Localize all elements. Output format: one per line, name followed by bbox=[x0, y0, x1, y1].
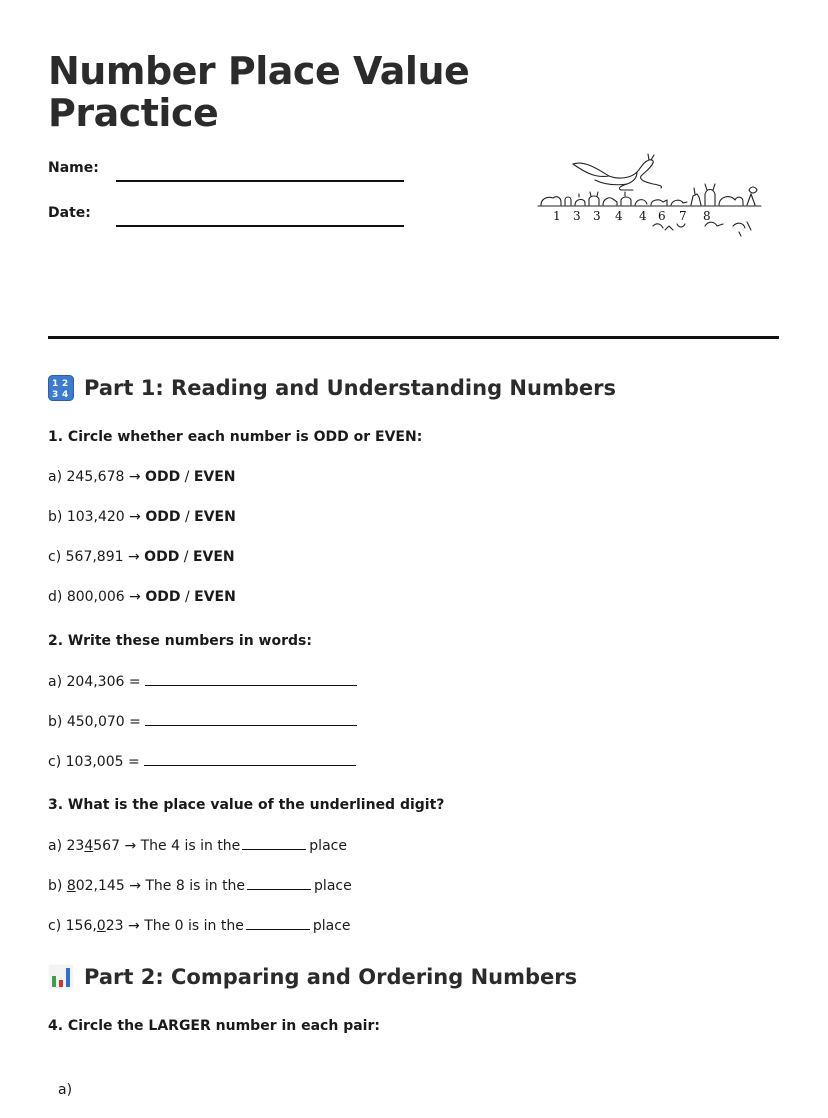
number-line-label: 3 bbox=[573, 209, 581, 223]
q3-item-b bbox=[48, 877, 352, 894]
equals-sign: = bbox=[127, 754, 140, 770]
q1-item-d bbox=[48, 589, 236, 605]
arrow: → bbox=[124, 838, 137, 854]
item-number: 103,005 bbox=[65, 754, 124, 770]
item-number: 204,306 bbox=[66, 674, 125, 690]
item-number: 103,420 bbox=[66, 509, 125, 525]
slash: / bbox=[184, 589, 190, 605]
svg-text:3: 3 bbox=[52, 390, 59, 400]
answer-blank[interactable] bbox=[144, 753, 356, 766]
item-number: 567,891 bbox=[65, 549, 124, 565]
number-line-label: 8 bbox=[703, 209, 711, 223]
place-word: place bbox=[312, 918, 351, 934]
name-field-line[interactable] bbox=[116, 180, 404, 182]
date-field-line[interactable] bbox=[116, 225, 404, 227]
item-label: b) bbox=[48, 714, 63, 730]
svg-text:4: 4 bbox=[62, 390, 69, 400]
item-label: a) bbox=[48, 469, 63, 485]
odd-option[interactable]: ODD bbox=[145, 469, 181, 485]
underlined-digit: 0 bbox=[96, 918, 106, 934]
arrow: → bbox=[129, 589, 141, 605]
question-2-prompt: 2. Write these numbers in words: bbox=[48, 633, 312, 649]
place-word: place bbox=[309, 838, 347, 854]
item-label: a) bbox=[48, 838, 63, 854]
number-line-label: 4 bbox=[615, 209, 623, 223]
underlined-digit: 8 bbox=[66, 878, 76, 894]
part2-title: Part 2: Comparing and Ordering Numbers bbox=[84, 965, 578, 989]
name-label: Name: bbox=[48, 160, 99, 176]
date-label: Date: bbox=[48, 205, 91, 221]
even-option[interactable]: EVEN bbox=[193, 469, 236, 485]
question-1-prompt: 1. Circle whether each number is ODD or EVEN: bbox=[48, 429, 423, 445]
item-number: 156,023 bbox=[65, 918, 124, 934]
item-label: a) bbox=[48, 674, 63, 690]
even-option[interactable]: EVEN bbox=[192, 549, 235, 565]
slash: / bbox=[184, 509, 190, 525]
part2-heading bbox=[48, 964, 577, 990]
odd-option[interactable]: ODD bbox=[145, 589, 181, 605]
item-label: b) bbox=[48, 509, 63, 525]
number-line-label: 4 bbox=[639, 209, 647, 223]
part1-heading bbox=[48, 375, 616, 401]
underlined-digit: 4 bbox=[84, 838, 94, 854]
answer-blank[interactable] bbox=[247, 877, 311, 890]
q1-item-a bbox=[48, 469, 236, 485]
item-label: b) bbox=[48, 878, 63, 894]
q2-item-a bbox=[48, 673, 357, 690]
number-line-label: 3 bbox=[593, 209, 601, 223]
q2-item-b bbox=[48, 713, 357, 730]
arrow: → bbox=[129, 878, 141, 894]
even-option[interactable]: EVEN bbox=[194, 509, 236, 525]
even-option[interactable]: EVEN bbox=[194, 589, 236, 605]
arrow: → bbox=[128, 918, 140, 934]
equals-sign: = bbox=[129, 714, 141, 730]
item-label: c) bbox=[48, 918, 62, 934]
place-word: place bbox=[314, 878, 352, 894]
input-numbers-icon bbox=[48, 375, 74, 401]
page-title: Number Place Value Practice bbox=[48, 49, 470, 135]
number-line-label: 7 bbox=[679, 209, 687, 223]
question-3-prompt: 3. What is the place value of the underlined digit? bbox=[48, 797, 445, 813]
part1-title: Part 1: Reading and Understanding Numbers bbox=[84, 376, 616, 400]
number-line-label: 6 bbox=[658, 209, 666, 223]
item-number: 450,070 bbox=[66, 714, 125, 730]
answer-blank[interactable] bbox=[145, 713, 357, 726]
q3-item-c bbox=[48, 917, 351, 934]
item-text: The 8 is in the bbox=[145, 878, 246, 894]
q3-item-a bbox=[48, 837, 347, 854]
arrow: → bbox=[128, 469, 141, 485]
answer-blank[interactable] bbox=[242, 837, 306, 850]
item-text: The 4 is in the bbox=[140, 838, 241, 854]
arrow: → bbox=[129, 509, 141, 525]
q1-item-b bbox=[48, 509, 236, 525]
item-number: 245,678 bbox=[66, 469, 125, 485]
arrow: → bbox=[127, 549, 140, 565]
bar-chart-icon bbox=[48, 964, 74, 990]
item-label: c) bbox=[48, 549, 62, 565]
item-number: 800,006 bbox=[66, 589, 125, 605]
question-4-prompt: 4. Circle the LARGER number in each pair: bbox=[48, 1018, 380, 1034]
number-line-label: 1 bbox=[553, 209, 561, 223]
item-text: The 0 is in the bbox=[144, 918, 244, 934]
q4-item-a-label: a) bbox=[58, 1082, 73, 1098]
equals-sign: = bbox=[128, 674, 141, 690]
svg-text:2: 2 bbox=[62, 379, 69, 389]
slash: / bbox=[183, 549, 189, 565]
q1-item-c bbox=[48, 549, 235, 565]
item-number: 234567 bbox=[66, 838, 120, 854]
answer-blank[interactable] bbox=[145, 673, 357, 686]
item-label: c) bbox=[48, 754, 62, 770]
answer-blank[interactable] bbox=[246, 917, 310, 930]
section-divider bbox=[48, 336, 779, 339]
slash: / bbox=[184, 469, 190, 485]
odd-option[interactable]: ODD bbox=[145, 509, 181, 525]
svg-text:1: 1 bbox=[52, 379, 59, 389]
item-label: d) bbox=[48, 589, 63, 605]
q2-item-c bbox=[48, 753, 356, 770]
kangaroo-number-line-illustration bbox=[533, 150, 769, 242]
item-number: 802,145 bbox=[66, 878, 125, 894]
odd-option[interactable]: ODD bbox=[144, 549, 180, 565]
